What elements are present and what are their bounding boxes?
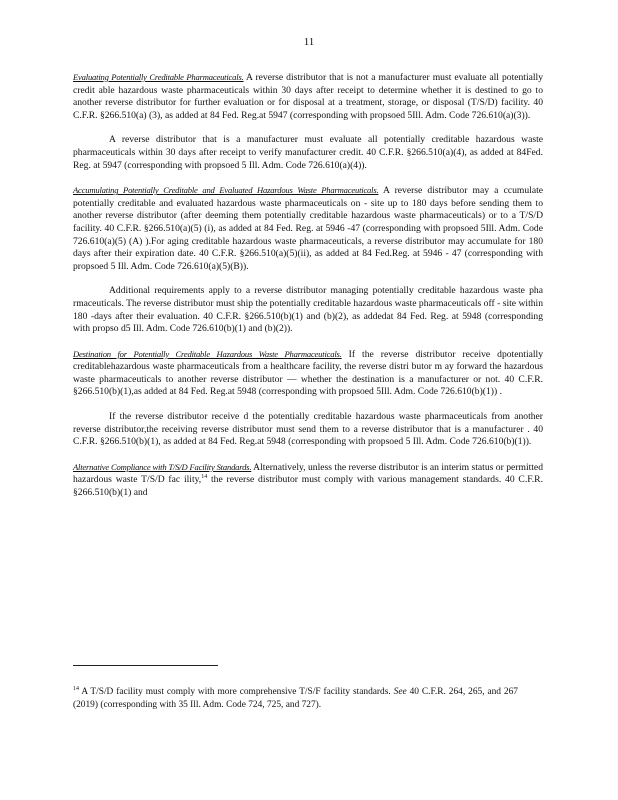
paragraph-text: A reverse distributor may a ccumulate potentially creditable and evaluated hazardous waste pharmaceuticals on - site up to 180 days before sending them to another reverse distributor (after deeming them potentially creditable hazardous waste pharmaceuticals) or to a T/S/D facility. 40 C.F.R. §266.510(a)(5) (i), as added at 84 Fed. Reg. at 5946 -47 (corresponding with propsoed 5Ill. Adm. Code 726.610(a)(5) (A) ).For aging creditable hazardous waste pharmaceuticals, a reverse distributor may accumulate for 180 days after their expiration date. 40 C.F.R. §266.510(a)(5)(ii), as added at 84 Fed.Reg. at 5946 - 47 (corresponding with propsoed 5 Ill. Adm. Code 726.610(a)(5)(B)).	[73, 185, 544, 272]
paragraph-accumulating	[73, 184, 543, 273]
paragraph-text: A reverse distributor that is a manufacturer must evaluate all potentially creditable hazardous waste pharmaceuticals within 30 days after receipt to verify manufacturer credit. 40 C.F.R. §266.510(a)(4), as added at 84Fed. Reg. at 5947 (corresponding with propsoed 5 Ill. Adm. Code 726.610(a)(4)).	[73, 134, 543, 171]
footnote	[73, 686, 518, 711]
paragraph-text: If the reverse distributor receive d the potentially creditable hazardous waste pharmaceuticals from another reverse distributor,the receiving reverse distributor must send them to a reverse distributor that is a manufacturer . 40 C.F.R. §266.510(b)(1), as added at 84 Fed. Reg.at 5948 (corresponding with propsoed 5 Ill. Adm. Code 726.610(b)(1)).	[73, 411, 543, 448]
paragraph-text: Alternatively, unless the reverse distributor is an interim status or permitted hazardous waste T/S/D fac ility,	[73, 461, 543, 486]
paragraph-evaluating	[73, 71, 543, 122]
footnote-reference[interactable]: 14	[201, 474, 208, 481]
document-body	[73, 71, 543, 512]
paragraph-text: If the reverse distributor receive dpotentially creditablehazardous waste pharmaceuticals from a healthcare facility, the reverse distri butor m ay forward the hazardous waste pharmaceuticals to another reverse distributor — whether the destination is a manufacturer or not. 40 C.F.R. §266.510(b)(1),as added at 84 Fed. Reg.at 5948 (corresponding with propsoed 5Ill. Adm. Code 726.610(b)(1)) .	[73, 348, 543, 398]
page-number: 11	[303, 36, 315, 48]
paragraph-additional-requirements	[73, 285, 543, 335]
heading-destination: Destination for Potentially Creditable Hazardous Waste Pharmaceuticals.	[73, 348, 342, 359]
footnote-marker: 14	[73, 686, 79, 692]
paragraph-receiving-distributor	[73, 411, 543, 449]
heading-accumulating: Accumulating Potentially Creditable and Evaluated Hazardous Waste Pharmaceuticals.	[73, 185, 379, 196]
paragraph-alternative-compliance	[73, 461, 543, 500]
footnote-signal: See	[393, 687, 407, 697]
paragraph-text: A reverse distributor that is not a manufacturer must evaluate all potentially credit able hazardous waste pharmaceuticals within 30 days after receipt to determine whether it is destined to go to another reverse distributor for further evaluation or for disposal at a treatment, storage, or disposal (T/S/D) facility. 40 C.F.R. §266.510(a) (3), as added at 84 Fed. Reg.at 5947 (corresponding with propsoed 5Ill. Adm. Code 726.610(a)(3)).	[73, 72, 544, 121]
heading-alternative-compliance: Alternative Compliance with T/S/D Facility Standards.	[73, 461, 252, 472]
paragraph-destination	[73, 348, 543, 399]
paragraph-text: the reverse distributor must comply with various management standards. 40 C.F.R. §266.510(b)(1) and	[73, 474, 543, 499]
heading-evaluating: Evaluating Potentially Creditable Pharmaceuticals.	[73, 72, 244, 82]
footnote-text: 40 C.F.R. 264, 265, and 267 (2019) (corresponding with 35 Ill. Adm. Code 724, 725, and 727).	[73, 687, 518, 710]
paragraph-manufacturer-evaluate	[73, 134, 543, 172]
footnote-divider	[73, 665, 218, 666]
footnote-text: A T/S/D facility must comply with more comprehensive T/S/F facility standards.	[79, 687, 394, 697]
paragraph-text: Additional requirements apply to a reverse distributor managing potentially creditable hazardous waste pha rmaceuticals. The reverse distributor must ship the potentially creditable hazardous waste pharmaceuticals off - site within 180 -days after their evaluation. 40 C.F.R. §266.510(b)(1) and (b)(2), as addedat 84 Fed. Reg. at 5948 (corresponding with propso d5 Ill. Adm. Code 726.610(b)(1) and (b)(2)).	[73, 285, 543, 335]
